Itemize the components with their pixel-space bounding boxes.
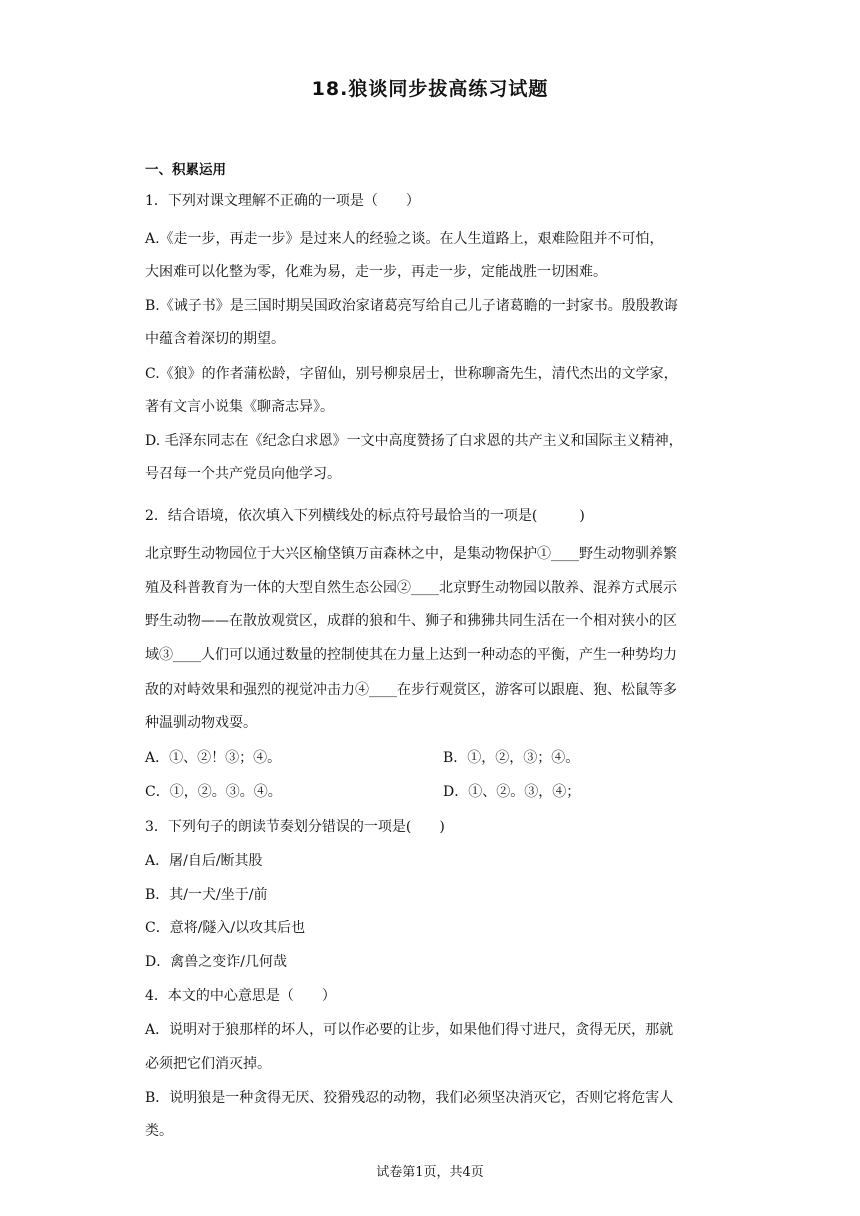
question-1-option-d-cont: 号召每一个共产党员向他学习。	[145, 466, 341, 482]
question-3-option-a: A．屠/自后/断其股	[145, 853, 263, 869]
question-2-stem: 2．结合语境，依次填入下列横线处的标点符号最恰当的一项是( )	[145, 508, 585, 524]
question-1-stem: 1．下列对课文理解不正确的一项是（ ）	[145, 193, 420, 209]
question-4-stem: 4．本文的中心意思是（ ）	[145, 988, 336, 1004]
page-footer: 试卷第1页，共4页	[376, 1165, 484, 1180]
question-2-option-a: A．①、②！③；④。	[145, 750, 282, 766]
question-4-option-b-cont: 类。	[145, 1123, 173, 1139]
question-3-option-b: B．其/一犬/坐于/前	[145, 887, 268, 903]
question-2-passage-line: 域③____人们可以通过数量的控制使其在力量上达到一种动态的平衡，产生一种势均力	[145, 647, 677, 663]
question-1-option-b: B.《诫子书》是三国时期吴国政治家诸葛亮写给自己儿子诸葛瞻的一封家书。殷殷教诲	[145, 298, 678, 314]
question-1-option-a-cont: 大困难可以化整为零，化难为易，走一步，再走一步，定能战胜一切困难。	[145, 264, 607, 280]
question-1-option-c: C.《狼》的作者蒲松龄，字留仙，别号柳泉居士，世称聊斋先生，清代杰出的文学家，	[145, 366, 678, 382]
question-2-passage-line: 野生动物——在散放观赏区，成群的狼和牛、狮子和狒狒共同生活在一个相对狭小的区	[145, 613, 677, 629]
question-1-option-b-cont: 中蕴含着深切的期望。	[145, 331, 285, 347]
question-2-passage-line: 种温驯动物戏耍。	[145, 715, 257, 731]
question-1-option-a: A.《走一步，再走一步》是过来人的经验之谈。在人生道路上，艰难险阻并不可怕，	[145, 231, 664, 247]
question-3-option-c: C．意将/隧入/以攻其后也	[145, 920, 306, 936]
question-4-option-a-cont: 必须把它们消灭掉。	[145, 1056, 271, 1072]
question-2-option-d: D．①、②。③，④；	[443, 784, 581, 800]
question-1-option-c-cont: 著有文言小说集《聊斋志异》。	[145, 399, 334, 415]
question-2-passage-line: 殖及科普教育为一体的大型自然生态公园②____北京野生动物园以散养、混养方式展示	[145, 580, 677, 596]
question-2-passage-line: 敌的对峙效果和强烈的视觉冲击力④____在步行观赏区，游客可以跟鹿、狍、松鼠等多	[145, 682, 677, 698]
question-3-stem: 3．下列句子的朗读节奏划分错误的一项是( )	[145, 819, 445, 835]
question-4-option-b: B．说明狼是一种贪得无厌、狡猾残忍的动物，我们必须坚决消灭它，否则它将危害人	[145, 1090, 674, 1106]
question-3-option-d: D．禽兽之变诈/几何哉	[145, 954, 287, 970]
question-2-option-c: C．①，②。③。④。	[145, 784, 282, 800]
question-2-option-b: B．①，②，③；④。	[443, 750, 580, 766]
question-1-option-d: D. 毛泽东同志在《纪念白求恩》一文中高度赞扬了白求恩的共产主义和国际主义精神，	[145, 433, 683, 449]
question-2-passage-line: 北京野生动物园位于大兴区榆垡镇万亩森林之中，是集动物保护①____野生动物驯养繁	[145, 546, 677, 562]
page-title: 18.狼谈同步拔高练习试题	[311, 78, 549, 100]
section-heading: 一、积累运用	[145, 162, 226, 178]
question-4-option-a: A．说明对于狼那样的坏人，可以作必要的让步，如果他们得寸进尺，贪得无厌，那就	[145, 1022, 674, 1038]
